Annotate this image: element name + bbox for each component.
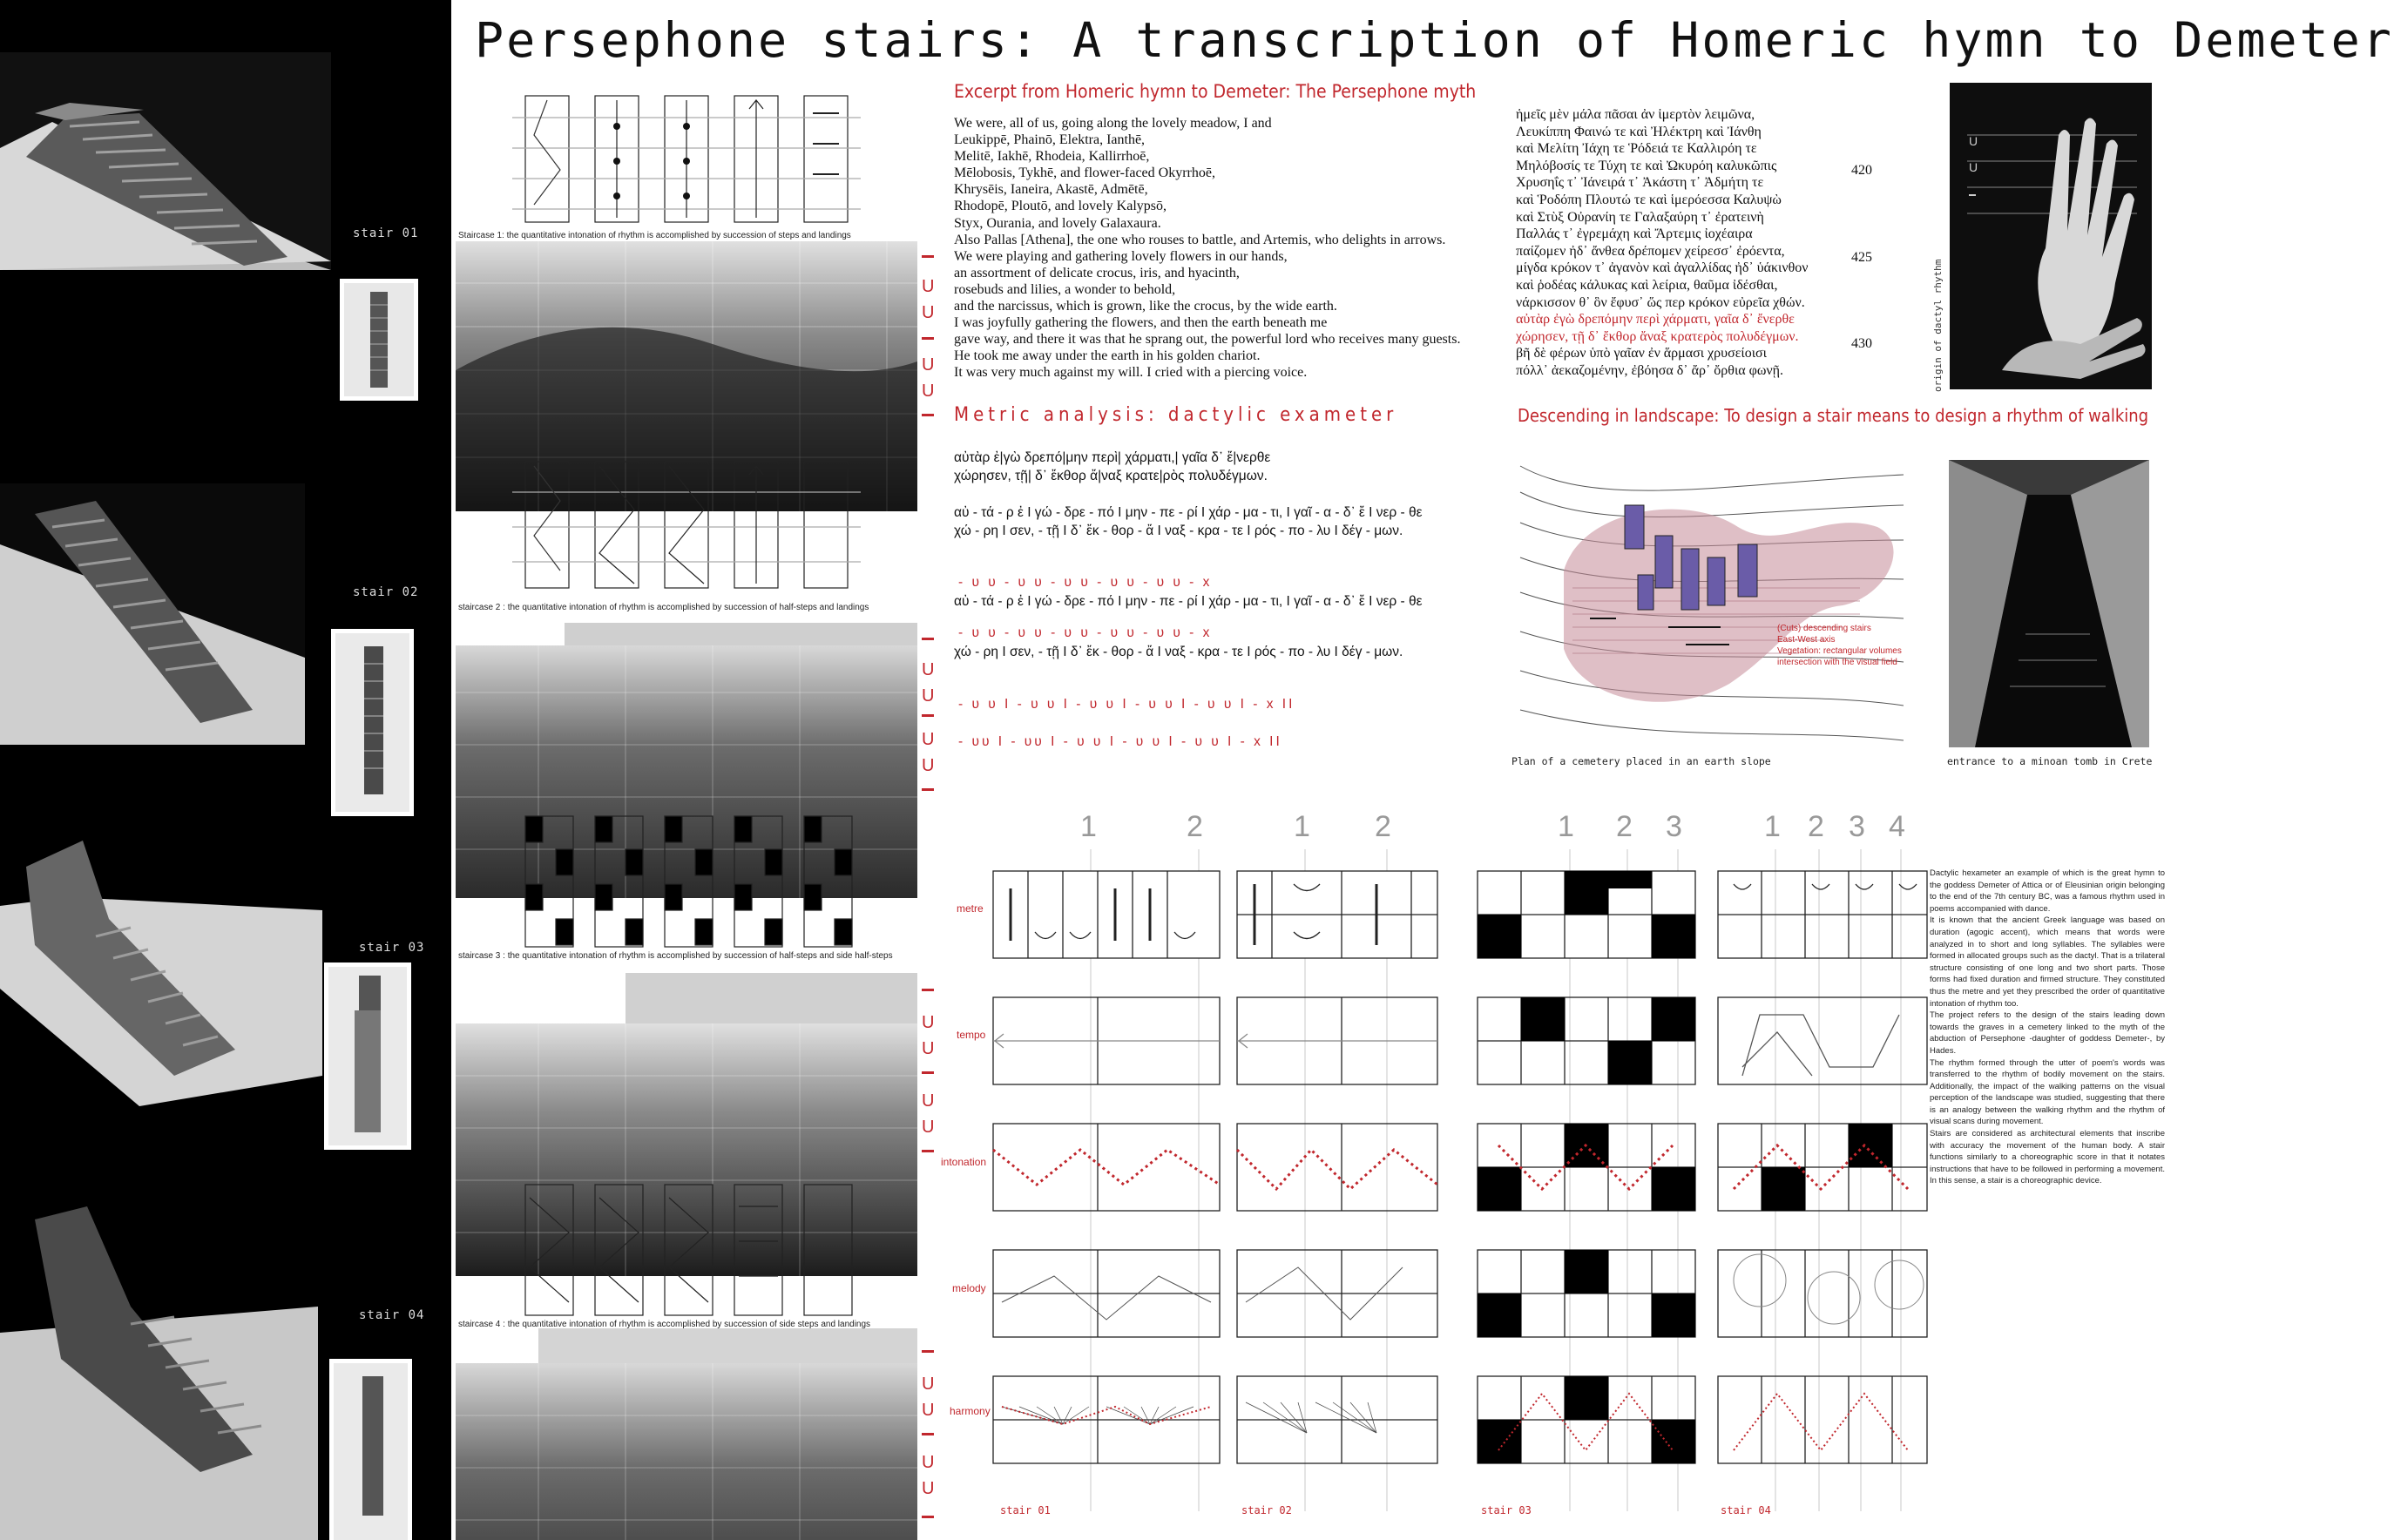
stair-02-model-photo [0, 483, 305, 745]
svg-text:U: U [1969, 134, 1978, 148]
col3-number-3: 3 [1666, 810, 1682, 843]
svg-text:U: U [922, 686, 935, 706]
col-label-stair-04: stair 04 [1721, 1504, 1771, 1516]
row-label-metre: metre [957, 902, 984, 915]
svg-text:U: U [922, 660, 935, 679]
excerpt-text: We were, all of us, going along the lovely meadow, I and Leukippē, Phainō, Elektra, Ianthē, Melitē, Iakhē, Rhodeia, Kallirrhoē, Mēlobosis, Tykhē, and flower-faced Okyrrhoē, Khrysēis, Ianeira, Akastē, Admētē, Rhodopē, Ploutō, and lovely Kalypsō, Styx, Ourania, and lovely Galaxaura. Also Pallas [Athena], the one who rouses to battle, and Artemis, who delights in arrows. We were playing and gathering lovely flowers in our hands, an assortment of delicate crocus, iris, and hyacinth, rosebuds and lilies, a wonder to behold, and the narcissus, which is grown, like the crocus, by the wide earth. I was joyfully gathering the flowers, and then the earth beneath me gave way, and there it was that he sprang out, the powerful lord who receives many guests. He took me away under the earth in his golden chariot. It was very much against my will. I cried with a piercing voice. [954, 116, 1461, 381]
svg-text:U: U [922, 1013, 935, 1032]
hands-caption-wrap [1932, 261, 1946, 392]
hands-photo [1950, 83, 2152, 389]
cemetery-plan-drawing [1511, 457, 1912, 749]
metric-syllables-3: χώ - ρη I σεν, - τῇ I δ᾽ ἔκ - θορ - ἄ I ναξ - κρα - τε I ρός - πο - λυ I δέγ - μων. [954, 645, 1403, 659]
col2-number-1: 1 [1294, 810, 1310, 843]
col4-number-2: 2 [1808, 810, 1824, 843]
metric-verse-2: χώρησεν, τῇ| δ᾽ ἔκθορ ἄ|ναξ κρατε|ρὸς πολυδέγμων. [954, 469, 1268, 483]
col4-number-3: 3 [1849, 810, 1865, 843]
stair-label-01: stair 01 [353, 226, 419, 240]
metric-bars-1: - υ υ I - υ υ I - υ υ I - υ υ I - υ υ I - x II [958, 697, 1295, 712]
stair-label-02: stair 02 [353, 585, 419, 599]
svg-text:U: U [922, 756, 935, 775]
col-label-stair-01: stair 01 [1000, 1504, 1051, 1516]
minoan-tomb-photo [1949, 460, 2149, 747]
svg-text:U: U [922, 277, 935, 296]
metric-syllables-1a: αὐ - τά - ρ ἐ I γώ - δρε - πό I μην - πε - ρί I χάρ - μα - τι, I γαῖ - α - δ᾽ ἔ I νερ - θε [954, 505, 1423, 520]
metric-bars-2: - υυ I - υυ I - υ υ I - υ υ I - υ υ I - x II [958, 734, 1282, 749]
col4-number-4: 4 [1889, 810, 1905, 843]
hands-caption: origin of dactyl rhythm [1932, 259, 1944, 392]
descending-heading: Descending in landscape: To design a stair means to design a rhythm of walking [1518, 405, 2149, 426]
col3-number-1: 1 [1558, 810, 1574, 843]
row-label-melody: melody [952, 1282, 986, 1294]
svg-text:U: U [1969, 160, 1978, 174]
staircase-2-caption: staircase 2 : the quantitative intonation of rhythm is accomplished by succession of half-steps and landings [458, 603, 869, 612]
stair-03-model-photo [0, 814, 322, 1106]
tomb-caption: entrance to a minoan tomb in Crete [1947, 755, 2153, 767]
col2-number-2: 2 [1375, 810, 1391, 843]
svg-text:U: U [922, 1375, 935, 1394]
col-label-stair-02: stair 02 [1241, 1504, 1292, 1516]
stair-01-model-photo [0, 52, 331, 270]
stair-01-plan-photo [340, 279, 418, 401]
col3-number-2: 2 [1616, 810, 1633, 843]
project-description: Dactylic hexameter an example of which is the great hymn to the goddess Demeter of Attica or of Eleusinian origin belonging to the end of the 7th century BC, was a famous rhythm used in poems accompanied with dance. It is known that the ancient Greek language was based on duration (agogic accent), which means that words were analyzed in to short and long syllables. The syllables were formed in allocated groups such as the dactyl. That is a trilateral structure consisting of one long and two short parts. Those forms had fixed duration and firmed structure. They constituted thus the metre and yet they prescribed the order of quantitative intonation of rhythm too. The project refers to the design of the stairs leading down towards the graves in a cemetery linked to the myth of the abduction of Persephone -daughter of goddess Demeter-, by Hades. The rhythm formed through the utter of poem's words was transferred to the rhythm of bodily movement on the stairs. Additionally, the impact of the walking patterns on the visual perception of the landscape was studied, suggesting that there is an analogy between the walking rhythm and the rhythm of visual scans during movement. Stairs are considered as architectural elements that inscribe with accuracy the movement of the human body. A stair functions similarly to a choreographic score in that it notates instructions that have to be followed in performing a movement. In this sense, a stair is a choreographic device. [1930, 868, 2165, 1186]
stair-label-04: stair 04 [359, 1308, 425, 1322]
staircase-1-caption: Staircase 1: the quantitative intonation of rhythm is accomplished by succession of steps and landings [458, 231, 851, 240]
svg-text:U: U [922, 730, 935, 749]
stair-04-plan-photo [329, 1359, 412, 1540]
svg-text:U: U [922, 1091, 935, 1111]
staircase-4-landscape [456, 1363, 917, 1540]
greek-line-number-425: 425 [1851, 250, 1872, 265]
poster-title: Persephone stairs: A transcription of Homeric hymn to Demeter [475, 12, 2394, 68]
metric-verse-1: αὐτὰρ ἐ|γὼ δρεπό|μην περὶ| χάρματι,| γαῖα δ᾽ ἔ|νερθε [954, 450, 1271, 465]
svg-text:U: U [922, 303, 935, 322]
excerpt-heading: Excerpt from Homeric hymn to Demeter: The Persephone myth [954, 81, 1477, 102]
greek-line-number-430: 430 [1851, 336, 1872, 351]
rhythm-matrix [976, 849, 1925, 1511]
svg-text:U: U [922, 1479, 935, 1498]
svg-text:U: U [922, 355, 935, 375]
metric-syllables-1b: χώ - ρη I σεν, - τῇ I δ᾽ ἔκ - θορ - ἄ I ναξ - κρα - τε I ρός - πο - λυ I δέγ - μων. [954, 523, 1403, 538]
metric-syllables-2: αὐ - τά - ρ ἐ I γώ - δρε - πό I μην - πε - ρί I χάρ - μα - τι, I γαῖ - α - δ᾽ ἔ I νερ - θε [954, 594, 1423, 609]
plan-caption: Plan of a cemetery placed in an earth slope [1511, 755, 1771, 767]
metric-scansion-1: - υ υ - υ υ - υ υ - υ υ - υ υ - x [958, 575, 1213, 590]
row-label-intonation: intonation [941, 1156, 987, 1168]
greek-line-number-420: 420 [1851, 163, 1872, 178]
svg-text:U: U [922, 382, 935, 401]
svg-text:U: U [922, 1039, 935, 1058]
plan-legend: (Cuts) descending stairs East-West axis Vegetation: rectangular volumes intersection with the visual field [1777, 624, 1902, 667]
svg-text:U: U [922, 1401, 935, 1420]
stair-02-plan-photo [331, 629, 414, 816]
svg-text:U: U [922, 1118, 935, 1137]
col1-number-2: 2 [1187, 810, 1203, 843]
staircase-4-caption: staircase 4 : the quantitative intonation of rhythm is accomplished by succession of side steps and landings [458, 1320, 871, 1329]
metric-heading: Metric analysis: dactylic exameter [954, 404, 1398, 426]
col4-number-1: 1 [1764, 810, 1781, 843]
col-label-stair-03: stair 03 [1481, 1504, 1532, 1516]
stair-04-model-photo [0, 1167, 318, 1540]
staircase-3-caption: staircase 3 : the quantitative intonation of rhythm is accomplished by succession of half-steps and side half-steps [458, 951, 893, 961]
metric-scansion-2: - υ υ - υ υ - υ υ - υ υ - υ υ - x [958, 625, 1213, 640]
stair-03-plan-photo [324, 962, 411, 1150]
row-label-harmony: harmony [950, 1405, 991, 1417]
stair-label-03: stair 03 [359, 941, 425, 955]
row-label-tempo: tempo [957, 1029, 986, 1041]
greek-text: ἡμεῖς μὲν μάλα πᾶσαι ἀν ἱμερτὸν λειμῶνα, Λευκίππη Φαινώ τε καὶ Ἠλέκτρη καὶ Ἰάνθη καὶ Μελίτη Ἰάχη τε Ῥόδειά τε Καλλιρόη τε Μηλόβοσίς τε Τύχη τε καὶ Ὠκυρόη καλυκῶπις Χρυσηΐς τ᾽ Ἰάνειρά τ᾽ Ἀκάστη τ᾽ Ἀδμήτη τε καὶ Ῥοδόπη Πλουτώ τε καὶ ἱμερόεσσα Καλυψὼ καὶ Στὺξ Οὐρανίη τε Γαλαξαύρη τ᾽ ἐρατεινὴ Παλλάς τ᾽ ἐγρεμάχη καὶ Ἄρτεμις ἰοχέαιρα παίζομεν ἠδ᾽ ἄνθεα δρέπομεν χείρεσσ᾽ ἐρόεντα, μίγδα κρόκον τ᾽ ἀγανὸν καὶ ἀγαλλίδας ἠδ᾽ ὑάκινθον καὶ ῥοδέας κάλυκας καὶ λείρια, θαῦμα ἰδέσθαι, νάρκισσον θ᾽ ὃν ἔφυσ᾽ ὥς περ κρόκον εὐρεῖα χθών. αὐτὰρ ἐγὼ δρεπόμην περὶ χάρματι, γαῖα δ᾽ ἔνερθε χώρησεν, τῇ δ᾽ ἔκθορ ἄναξ κρατερὸς πολυδέγμων. βῆ δὲ φέρων ὑπὸ γαῖαν ἐν ἅρμασι χρυσείοισι πόλλ᾽ ἀεκαζομένην, ἐβόησα δ᾽ ἄρ᾽ ὄρθια φωνῇ. [1516, 107, 1809, 378]
col1-number-1: 1 [1080, 810, 1097, 843]
svg-text:U: U [922, 1453, 935, 1472]
